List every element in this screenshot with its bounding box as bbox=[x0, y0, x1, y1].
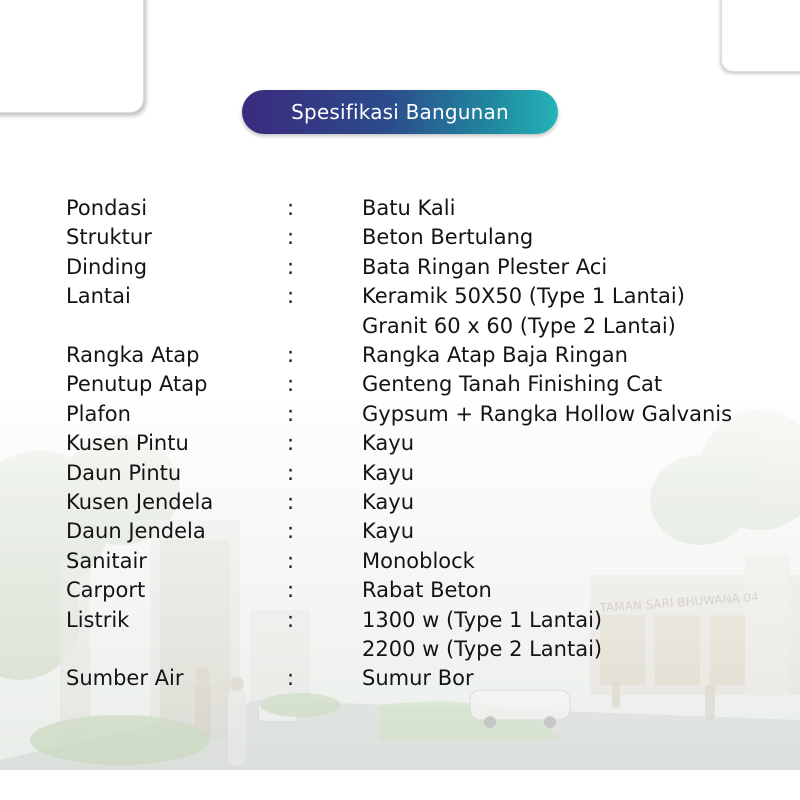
spec-row bbox=[0, 399, 800, 429]
spec-row bbox=[0, 458, 800, 488]
spec-row bbox=[0, 369, 800, 399]
spec-value: Kayu bbox=[362, 460, 415, 485]
spec-row bbox=[0, 428, 800, 458]
spec-label: Struktur bbox=[66, 225, 152, 250]
spec-separator: : bbox=[287, 225, 295, 250]
spec-value: Bata Ringan Plester Aci bbox=[362, 254, 608, 279]
spec-separator: : bbox=[287, 284, 295, 309]
spec-label: Lantai bbox=[66, 284, 131, 309]
spec-row bbox=[0, 193, 800, 223]
spec-separator: : bbox=[287, 607, 295, 632]
spec-value: 2200 w (Type 2 Lantai) bbox=[362, 637, 603, 661]
spec-value: Kayu bbox=[362, 431, 415, 456]
spec-value: Sumur Bor bbox=[362, 666, 474, 691]
spec-label: Daun Pintu bbox=[66, 460, 182, 485]
spec-row bbox=[0, 340, 800, 370]
spec-label: Carport bbox=[66, 578, 146, 603]
spec-row bbox=[0, 281, 800, 311]
spec-value: Kayu bbox=[362, 490, 415, 514]
spec-label: Kusen Jendela bbox=[66, 490, 214, 514]
spec-label: Pondasi bbox=[66, 196, 148, 220]
spec-value: Kayu bbox=[362, 519, 415, 544]
spec-label: Listrik bbox=[66, 607, 130, 632]
spec-label: Sumber Air bbox=[66, 666, 184, 691]
spec-label: Rangka Atap bbox=[66, 343, 200, 367]
spec-label: Dinding bbox=[66, 254, 148, 279]
spec-separator: : bbox=[287, 196, 295, 220]
spec-row bbox=[0, 575, 800, 605]
spec-separator: : bbox=[287, 578, 295, 603]
spec-label: Sanitair bbox=[66, 548, 147, 573]
spec-value: Genteng Tanah Finishing Cat bbox=[362, 372, 663, 397]
spec-separator: : bbox=[287, 490, 295, 514]
spec-row bbox=[0, 546, 800, 576]
spec-separator: : bbox=[287, 343, 295, 367]
spec-separator: : bbox=[287, 460, 295, 485]
spec-value: Gypsum + Rangka Hollow Galvanis bbox=[362, 401, 733, 426]
spec-row bbox=[0, 222, 800, 252]
spec-value: 1300 w (Type 1 Lantai) bbox=[362, 607, 603, 632]
spec-separator: : bbox=[287, 519, 295, 544]
section-title-text: Spesifikasi Bangunan bbox=[291, 100, 509, 124]
spec-value: Batu Kali bbox=[362, 196, 456, 220]
spec-row bbox=[0, 516, 800, 546]
spec-row bbox=[0, 487, 800, 517]
spec-separator: : bbox=[287, 372, 295, 397]
spec-row bbox=[0, 311, 800, 341]
spec-row bbox=[0, 634, 800, 664]
spec-value: Granit 60 x 60 (Type 2 Lantai) bbox=[362, 313, 676, 338]
spec-separator: : bbox=[287, 401, 295, 426]
spec-separator: : bbox=[287, 548, 295, 573]
spec-value: Rangka Atap Baja Ringan bbox=[362, 343, 628, 367]
spec-separator: : bbox=[287, 254, 295, 279]
spec-label: Plafon bbox=[66, 401, 131, 426]
spec-label: Penutup Atap bbox=[66, 372, 208, 397]
spec-label: Daun Jendela bbox=[66, 519, 206, 544]
spec-value: Rabat Beton bbox=[362, 578, 492, 603]
spec-value: Keramik 50X50 (Type 1 Lantai) bbox=[362, 284, 685, 309]
spec-row bbox=[0, 252, 800, 282]
spec-separator: : bbox=[287, 666, 295, 691]
spec-row bbox=[0, 605, 800, 635]
spec-value: Monoblock bbox=[362, 548, 475, 573]
spec-row bbox=[0, 663, 800, 693]
spec-value: Beton Bertulang bbox=[362, 225, 534, 250]
spec-separator: : bbox=[287, 431, 295, 456]
spec-label: Kusen Pintu bbox=[66, 431, 189, 456]
